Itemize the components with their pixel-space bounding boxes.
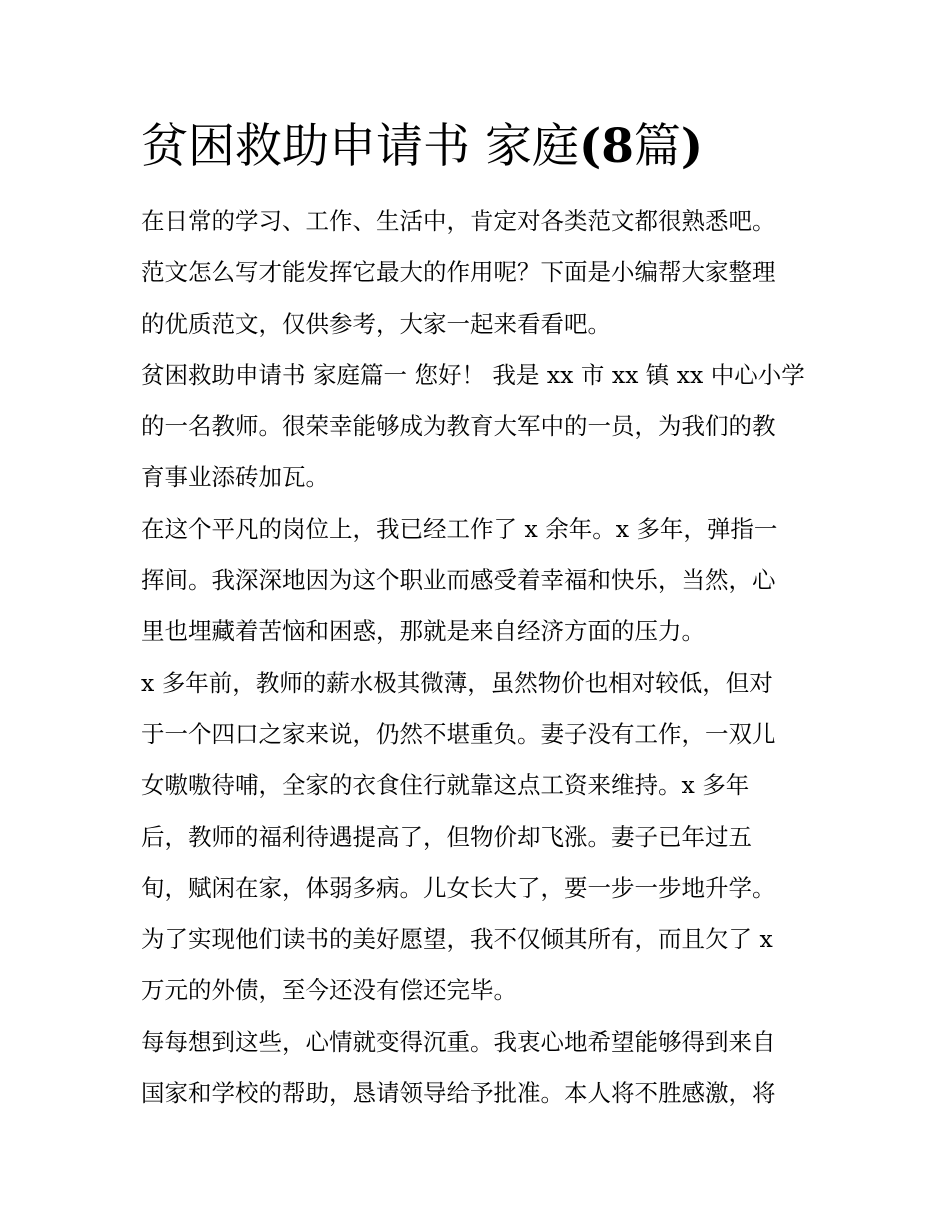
- title-main: 贫困救助申请书 家庭: [141, 119, 579, 174]
- text-line: 的一名教师。很荣幸能够成为教育大军中的一员，为我们的教: [141, 412, 776, 441]
- title-count: (8: [578, 119, 634, 174]
- title-suffix: 篇: [633, 119, 681, 174]
- text-line: 为了实现他们读书的美好愿望，我不仅倾其所有，而且欠了 x: [141, 925, 773, 954]
- text-line: 里也埋藏着苦恼和困惑，那就是来自经济方面的压力。: [141, 617, 705, 646]
- text-line: 国家和学校的帮助，恳请领导给予批准。本人将不胜感激，将: [141, 1079, 776, 1108]
- text-line: 育事业添砖加瓦。: [141, 463, 329, 492]
- text-line: 旬，赋闲在家，体弱多病。儿女长大了，要一步一步地升学。: [141, 873, 776, 902]
- text-line: 贫困救助申请书 家庭篇一 您好！ 我是 xx 市 xx 镇 xx 中心小学: [141, 360, 805, 389]
- text-line: 女嗷嗷待哺，全家的衣食住行就靠这点工资来维持。x 多年: [141, 771, 750, 800]
- text-line: 万元的外债，至今还没有偿还完毕。: [141, 976, 517, 1005]
- text-line: 的优质范文，仅供参考，大家一起来看看吧。: [141, 309, 611, 338]
- text-line: 在这个平凡的岗位上，我已经工作了 x 余年。x 多年，弹指一: [141, 514, 778, 543]
- text-line: 每每想到这些，心情就变得沉重。我衷心地希望能够得到来自: [141, 1027, 776, 1056]
- text-line: 在日常的学习、工作、生活中，肯定对各类范文都很熟悉吧。: [141, 207, 776, 235]
- title-close: ): [680, 119, 704, 174]
- text-line: x 多年前，教师的薪水极其微薄，虽然物价也相对较低，但对: [141, 668, 773, 697]
- text-line: 挥间。我深深地因为这个职业而感受着幸福和快乐，当然，心: [141, 566, 776, 595]
- text-line: 后，教师的福利待遇提高了，但物价却飞涨。妻子已年过五: [141, 822, 752, 851]
- text-line: 范文怎么写才能发挥它最大的作用呢？下面是小编帮大家整理: [141, 258, 776, 287]
- document-body: [141, 196, 813, 1119]
- text-line: 于一个四口之家来说，仍然不堪重负。妻子没有工作，一双儿: [141, 719, 776, 748]
- document-title: [141, 116, 841, 178]
